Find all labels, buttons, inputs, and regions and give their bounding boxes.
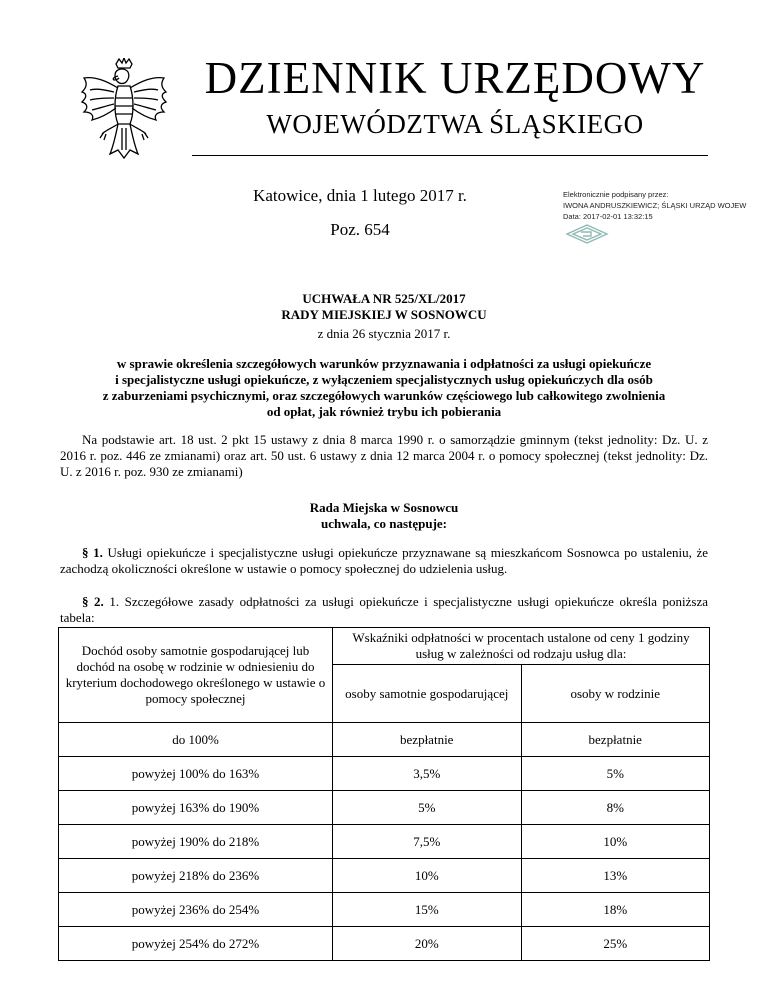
- act-subject: [60, 356, 708, 420]
- signature-stamp-icon: [563, 223, 611, 245]
- family-rate-cell: 8%: [521, 791, 710, 825]
- signature-date: Data: 2017-02-01 13:32:15: [563, 212, 653, 221]
- income-cell: powyżej 163% do 190%: [59, 791, 333, 825]
- council-resolves: uchwala, co następuje:: [320, 516, 448, 531]
- single-rate-cell: 10%: [333, 859, 522, 893]
- act-title-line: UCHWAŁA NR 525/XL/2017: [302, 291, 466, 306]
- electronic-signature: [563, 189, 768, 249]
- paragraph-text: 1. Szczegółowe zasady odpłatności za usługi opiekuńcze i specjalistyczne usługi opiekuńcze określa poniższa tabela:: [60, 594, 709, 625]
- income-cell: powyżej 254% do 272%: [59, 927, 333, 961]
- table-row: [59, 927, 710, 961]
- income-cell: powyżej 190% do 218%: [59, 825, 333, 859]
- single-rate-cell: 5%: [333, 791, 522, 825]
- subject-line: i specjalistyczne usługi opiekuńcze, z wyłączeniem specjalistycznych usług opiekuńczych dla osób: [115, 372, 653, 387]
- family-rate-cell: 10%: [521, 825, 710, 859]
- table-row: [59, 723, 710, 757]
- council-name: Rada Miejska w Sosnowcu: [309, 500, 459, 515]
- family-rate-cell: 5%: [521, 757, 710, 791]
- journal-subtitle: WOJEWÓDZTWA ŚLĄSKIEGO: [266, 109, 644, 139]
- act-date: z dnia 26 stycznia 2017 r.: [317, 326, 451, 341]
- act-title: [60, 291, 708, 323]
- income-cell: powyżej 236% do 254%: [59, 893, 333, 927]
- single-rate-cell: 20%: [333, 927, 522, 961]
- table-row: [59, 757, 710, 791]
- income-cell: do 100%: [59, 723, 333, 757]
- eagle-emblem-icon: [78, 58, 170, 160]
- signature-signer: IWONA ANDRUSZKIEWICZ; ŚLĄSKI URZĄD WOJEW: [563, 201, 747, 210]
- family-rate-cell: bezpłatnie: [521, 723, 710, 757]
- income-cell: powyżej 218% do 236%: [59, 859, 333, 893]
- income-cell: powyżej 100% do 163%: [59, 757, 333, 791]
- family-rate-cell: 18%: [521, 893, 710, 927]
- subject-line: z zaburzeniami psychicznymi, oraz szczegółowych warunków częściowego lub całkowitego zwolnienia: [102, 388, 666, 403]
- table-row: [59, 791, 710, 825]
- single-rate-cell: bezpłatnie: [333, 723, 522, 757]
- signature-label: Elektronicznie podpisany przez:: [563, 190, 669, 199]
- legal-basis: Na podstawie art. 18 ust. 2 pkt 15 ustawy z dnia 8 marca 1990 r. o samorządzie gminnym (tekst jednolity: Dz. U. z 2016 r. poz. 446 ze zmianami) oraz art. 50 ust. 6 ustawy z dnia 12 marca 2004 r. o pomocy społecznej (tekst jednolity: Dz. U. z 2016 r. poz. 930 ze zmianami): [60, 432, 708, 479]
- council-resolution: [60, 500, 708, 532]
- table-row: [59, 859, 710, 893]
- table-header-row: [59, 628, 710, 665]
- paragraph-1: [60, 545, 708, 577]
- family-column-header: osoby w rodzinie: [521, 665, 710, 723]
- paragraph-2: [60, 594, 708, 626]
- paragraph-text: Usługi opiekuńcze i specjalistyczne usługi opiekuńcze przyznawane są mieszkańcom Sosnowca po ustaleniu, że zachodzą okoliczności określone w ustawie o pomocy społecznej do udzielenia usług.: [60, 545, 708, 576]
- single-rate-cell: 3,5%: [333, 757, 522, 791]
- single-rate-cell: 15%: [333, 893, 522, 927]
- header-divider: [192, 155, 708, 156]
- act-title-line: RADY MIEJSKIEJ W SOSNOWCU: [281, 307, 487, 322]
- family-rate-cell: 25%: [521, 927, 710, 961]
- single-column-header: osoby samotnie gospodarującej: [333, 665, 522, 723]
- subject-line: od opłat, jak również trybu ich pobierania: [266, 404, 502, 419]
- paragraph-mark: § 1.: [82, 545, 103, 560]
- single-rate-cell: 7,5%: [333, 825, 522, 859]
- rate-group-header: Wskaźniki odpłatności w procentach ustalone od ceny 1 godziny usług w zależności od rodzaju usług dla:: [333, 628, 710, 665]
- subject-line: w sprawie określenia szczegółowych warunków przyznawania i odpłatności za usługi opiekuńcze: [116, 356, 652, 371]
- family-rate-cell: 13%: [521, 859, 710, 893]
- table-row: [59, 893, 710, 927]
- income-column-header: Dochód osoby samotnie gospodarującej lub dochód na osobę w rodzinie w odniesieniu do kryterium dochodowego określonego w ustawie o pomocy społecznej: [59, 628, 333, 723]
- journal-title: DZIENNIK URZĘDOWY: [204, 53, 706, 103]
- position-number: Poz. 654: [330, 220, 390, 239]
- fee-table: [58, 627, 710, 961]
- publication-date: Katowice, dnia 1 lutego 2017 r.: [253, 186, 467, 205]
- table-row: [59, 825, 710, 859]
- paragraph-mark: § 2.: [82, 594, 104, 609]
